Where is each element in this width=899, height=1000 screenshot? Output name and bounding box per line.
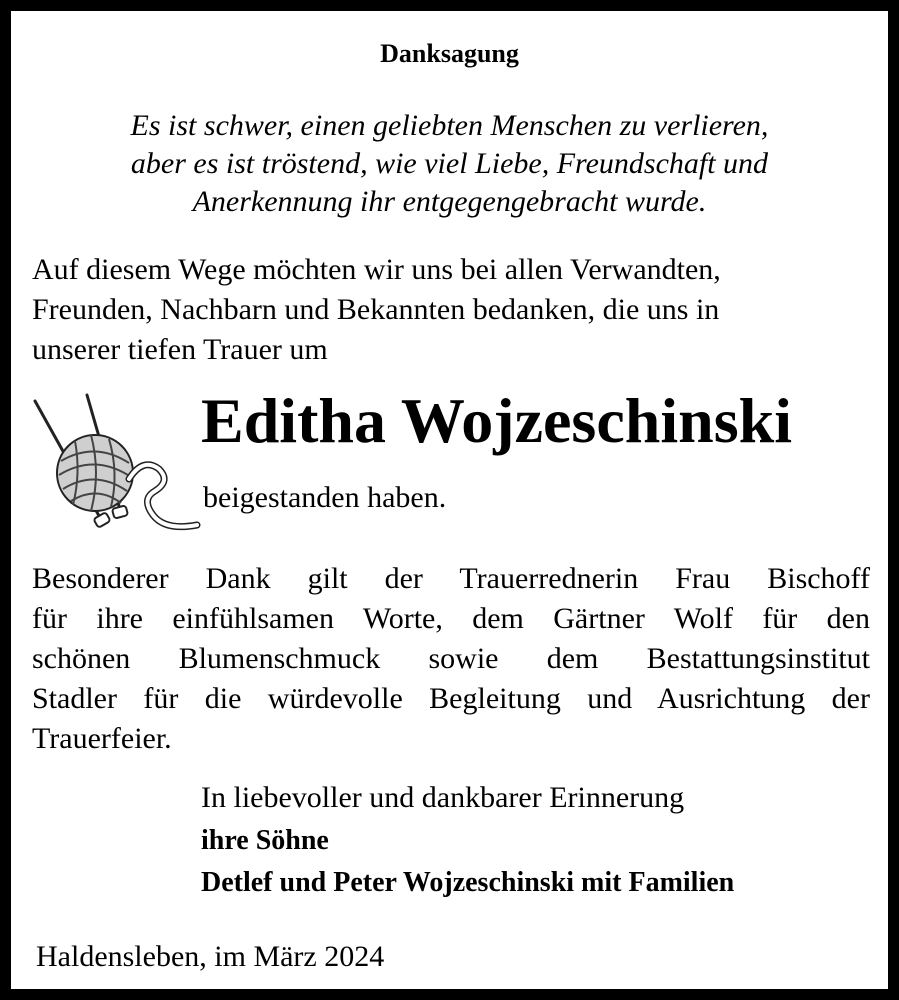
quote-line-2: aber es ist tröstend, wie viel Liebe, Freundschaft und: [130, 147, 769, 180]
after-name-text: beigestanden haben.: [203, 481, 447, 514]
intro-line-1: Auf diesem Wege möchten wir uns bei allen Verwandten,: [32, 253, 721, 286]
quote-line-1: Es ist schwer, einen geliebten Menschen zu verlieren,: [130, 109, 769, 142]
intro-line-3: unserer tiefen Trauer um: [32, 333, 328, 366]
signature-line-2: Detlef und Peter Wojzeschinski mit Familien: [201, 867, 735, 898]
thanks-line-3: schönen Blumenschmuck sowie dem Bestattungsinstitut: [32, 642, 870, 675]
notice-title: Danksagung: [380, 39, 519, 68]
intro-line-2: Freunden, Nachbarn und Bekannten bedanken, die uns in: [32, 293, 720, 326]
thanks-line-2: für ihre einfühlsamen Worte, dem Gärtner Wolf für den: [32, 602, 870, 635]
thanks-line-5: Trauerfeier.: [32, 722, 172, 755]
thanks-paragraph: [32, 559, 870, 759]
thanks-line-1: Besonderer Dank gilt der Trauerrednerin Frau Bischoff: [32, 562, 870, 595]
place-date: Haldensleben, im März 2024: [36, 940, 385, 973]
quote-line-3: Anerkennung ihr entgegengebracht wurde.: [192, 185, 707, 218]
closing-text: In liebevoller und dankbarer Erinnerung: [201, 781, 685, 814]
obituary-notice: [11, 11, 888, 989]
yarn-ball-knitting-needles-icon: [25, 391, 205, 541]
signature-line-1: ihre Söhne: [201, 825, 329, 856]
thanks-line-4: Stadler für die würdevolle Begleitung und Ausrichtung der: [32, 682, 870, 715]
deceased-name: Editha Wojzeschinski: [201, 385, 792, 456]
